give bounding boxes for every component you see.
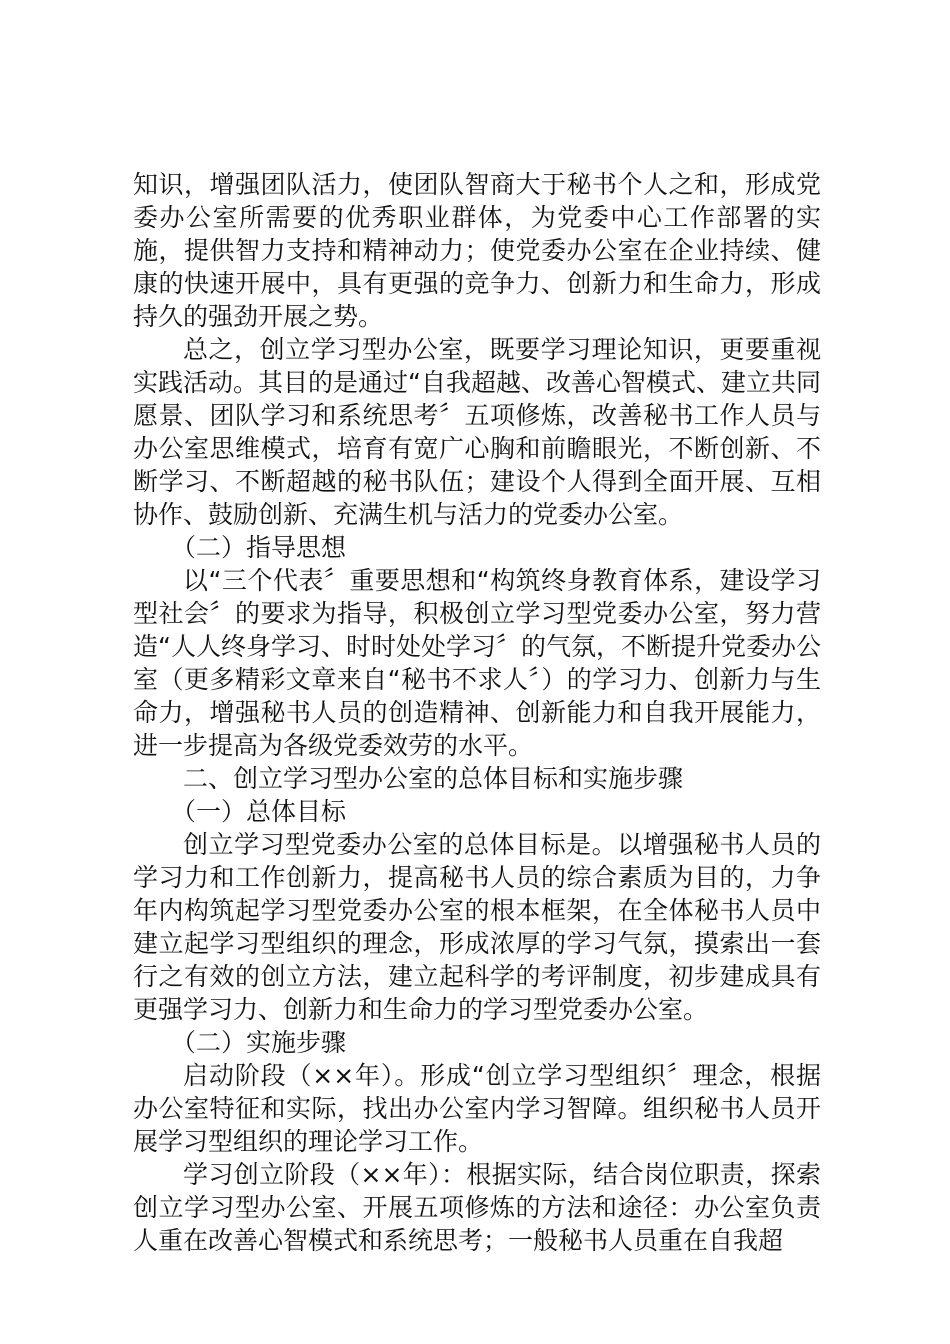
document-body [133,168,821,1257]
paragraph-summary: 总之，创立学习型办公室，既要学习理论知识，更要重视实践活动。其目的是通过“自我超越、改善心智模式、建立共同愿景、团队学习和系统思考〞五项修炼，改善秘书工作人员与办公室思维模式，培育有宽广心胸和前瞻眼光，不断创新、不断学习、不断超越的秘书队伍；建设个人得到全面开展、互相协作、鼓励创新、充满生机与活力的党委办公室。 [133,335,821,529]
paragraph-continuation: 知识，增强团队活力，使团队智商大于秘书个人之和，形成党委办公室所需要的优秀职业群体，为党委中心工作部署的实施，提供智力支持和精神动力；使党委办公室在企业持续、健康的快速开展中，具有更强的竞争力、创新力和生命力，形成持久的强劲开展之势。 [133,170,821,331]
heading-guiding-ideology: （二）指导思想 [171,533,347,562]
heading-implementation-steps: （二）实施步骤 [171,1028,347,1057]
heading-section-two: 二、创立学习型办公室的总体目标和实施步骤 [183,764,684,793]
heading-overall-goal: （一）总体目标 [171,797,347,826]
paragraph-guiding-ideology: 以“三个代表〞重要思想和“构筑终身教育体系，建设学习型社会〞的要求为指导，积极创立学习型党委办公室，努力营造“人人终身学习、时时处处学习〞的气氛，不断提升党委办公室（更多精彩文章来自“秘书不求人〞）的学习力、创新力与生命力，增强秘书人员的创造精神、创新能力和自我开展能力，进一步提高为各级党委效劳的水平。 [133,566,821,760]
paragraph-startup-stage: 启动阶段（××年）。形成“创立学习型组织〞理念，根据办公室特征和实际，找出办公室内学习智障。组织秘书人员开展学习型组织的理论学习工作。 [133,1061,821,1156]
paragraph-learning-stage: 学习创立阶段（××年）：根据实际，结合岗位职责，探索创立学习型办公室、开展五项修炼的方法和途径：办公室负责人重在改善心智模式和系统思考；一般秘书人员重在自我超 [133,1160,821,1255]
paragraph-overall-goal: 创立学习型党委办公室的总体目标是。以增强秘书人员的学习力和工作创新力，提高秘书人员的综合素质为目的，力争年内构筑起学习型党委办公室的根本框架，在全体秘书人员中建立起学习型组织的理念，形成浓厚的学习气氛，摸索出一套行之有效的创立方法，建立起科学的考评制度，初步建成具有更强学习力、创新力和生命力的学习型党委办公室。 [133,830,821,1024]
